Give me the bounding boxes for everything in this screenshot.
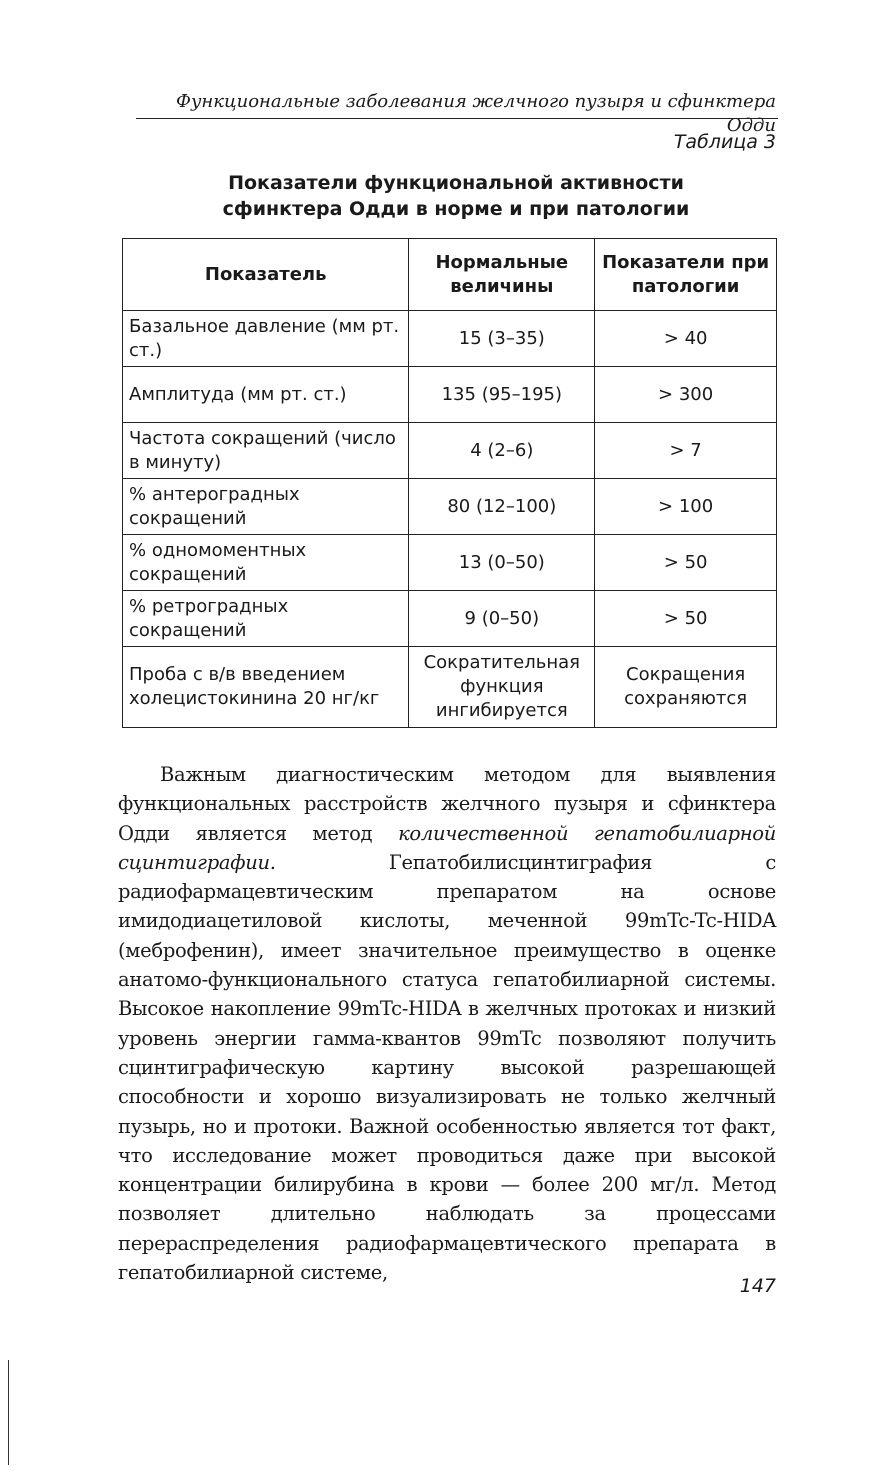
page-number: 147 bbox=[739, 1275, 776, 1297]
table-title-line-1: Показатели функциональной активности bbox=[228, 172, 684, 194]
table-row bbox=[123, 479, 777, 535]
cell-indicator: % антероградных сокращений bbox=[123, 479, 409, 535]
table-header-row bbox=[123, 239, 777, 311]
table-row bbox=[123, 367, 777, 423]
cell-pathology: > 7 bbox=[595, 423, 777, 479]
header-rule bbox=[136, 118, 778, 119]
cell-normal: 9 (0–50) bbox=[409, 591, 595, 647]
cell-pathology: > 100 bbox=[595, 479, 777, 535]
cell-pathology: > 40 bbox=[595, 311, 777, 367]
body-text-part-1: Важным диагностическим методом для выявления функциональных расстройств желчного пузыря и сфинктера Одди является метод bbox=[118, 763, 776, 845]
body-text-emphasis: количественной гепатобилиарной сцинтиграфии. bbox=[118, 821, 776, 874]
table-row bbox=[123, 535, 777, 591]
cell-normal: 4 (2–6) bbox=[409, 423, 595, 479]
cell-normal: 80 (12–100) bbox=[409, 479, 595, 535]
column-header-indicator: Показатель bbox=[123, 239, 409, 311]
table-title bbox=[136, 170, 776, 222]
cell-indicator: % одномоментных сокращений bbox=[123, 535, 409, 591]
cell-indicator: Проба с в/в введением холецистокинина 20 нг/кг bbox=[123, 647, 409, 728]
cell-pathology: > 50 bbox=[595, 591, 777, 647]
body-paragraph bbox=[118, 760, 776, 1287]
table-row bbox=[123, 647, 777, 728]
cell-pathology: Сокращения сохраняются bbox=[595, 647, 777, 728]
cell-normal: Сократительная функция ингибируется bbox=[409, 647, 595, 728]
cell-normal: 135 (95–195) bbox=[409, 367, 595, 423]
table-label: Таблица 3 bbox=[673, 131, 776, 153]
cell-indicator: Базальное давление (мм рт. ст.) bbox=[123, 311, 409, 367]
body-text-part-2: Гепатобилисцинтиграфия с радиофармацевтическим препаратом на основе имидодиацетиловой кислоты, меченной 99mTc-Tc-HIDA (меброфенин), имеет значительное преимущество в оценке анатомо-функционального статуса гепатобилиарной системы. Высокое накопление 99mTc-HIDA в желчных протоках и низкий уровень энергии гамма-квантов 99mTc позволяют получить сцинтиграфическую картину высокой разрешающей способности и хорошо визуализировать не только желчный пузырь, но и протоки. Важной особенностью является тот факт, что исследование может проводиться даже при высокой концентрации билирубина в крови — более 200 мг/л. Метод позволяет длительно наблюдать за процессами перераспределения радиофармацевтического препарата в гепатобилиарной системе, bbox=[118, 850, 776, 1285]
running-header: Функциональные заболевания желчного пузыря и сфинктера Одди bbox=[176, 91, 776, 136]
table-row bbox=[123, 591, 777, 647]
cell-pathology: > 50 bbox=[595, 535, 777, 591]
cell-indicator: Частота сокращений (число в минуту) bbox=[123, 423, 409, 479]
cell-normal: 15 (3–35) bbox=[409, 311, 595, 367]
table-row bbox=[123, 423, 777, 479]
table-row bbox=[123, 311, 777, 367]
cell-normal: 13 (0–50) bbox=[409, 535, 595, 591]
cell-indicator: % ретроградных сокращений bbox=[123, 591, 409, 647]
column-header-normal: Нормальные величины bbox=[409, 239, 595, 311]
cell-pathology: > 300 bbox=[595, 367, 777, 423]
margin-scan-line bbox=[8, 1360, 9, 1465]
cell-indicator: Амплитуда (мм рт. ст.) bbox=[123, 367, 409, 423]
column-header-pathology: Показатели при патологии bbox=[595, 239, 777, 311]
table-title-line-2: сфинктера Одди в норме и при патологии bbox=[222, 198, 690, 220]
sphincter-indicators-table bbox=[122, 238, 777, 728]
